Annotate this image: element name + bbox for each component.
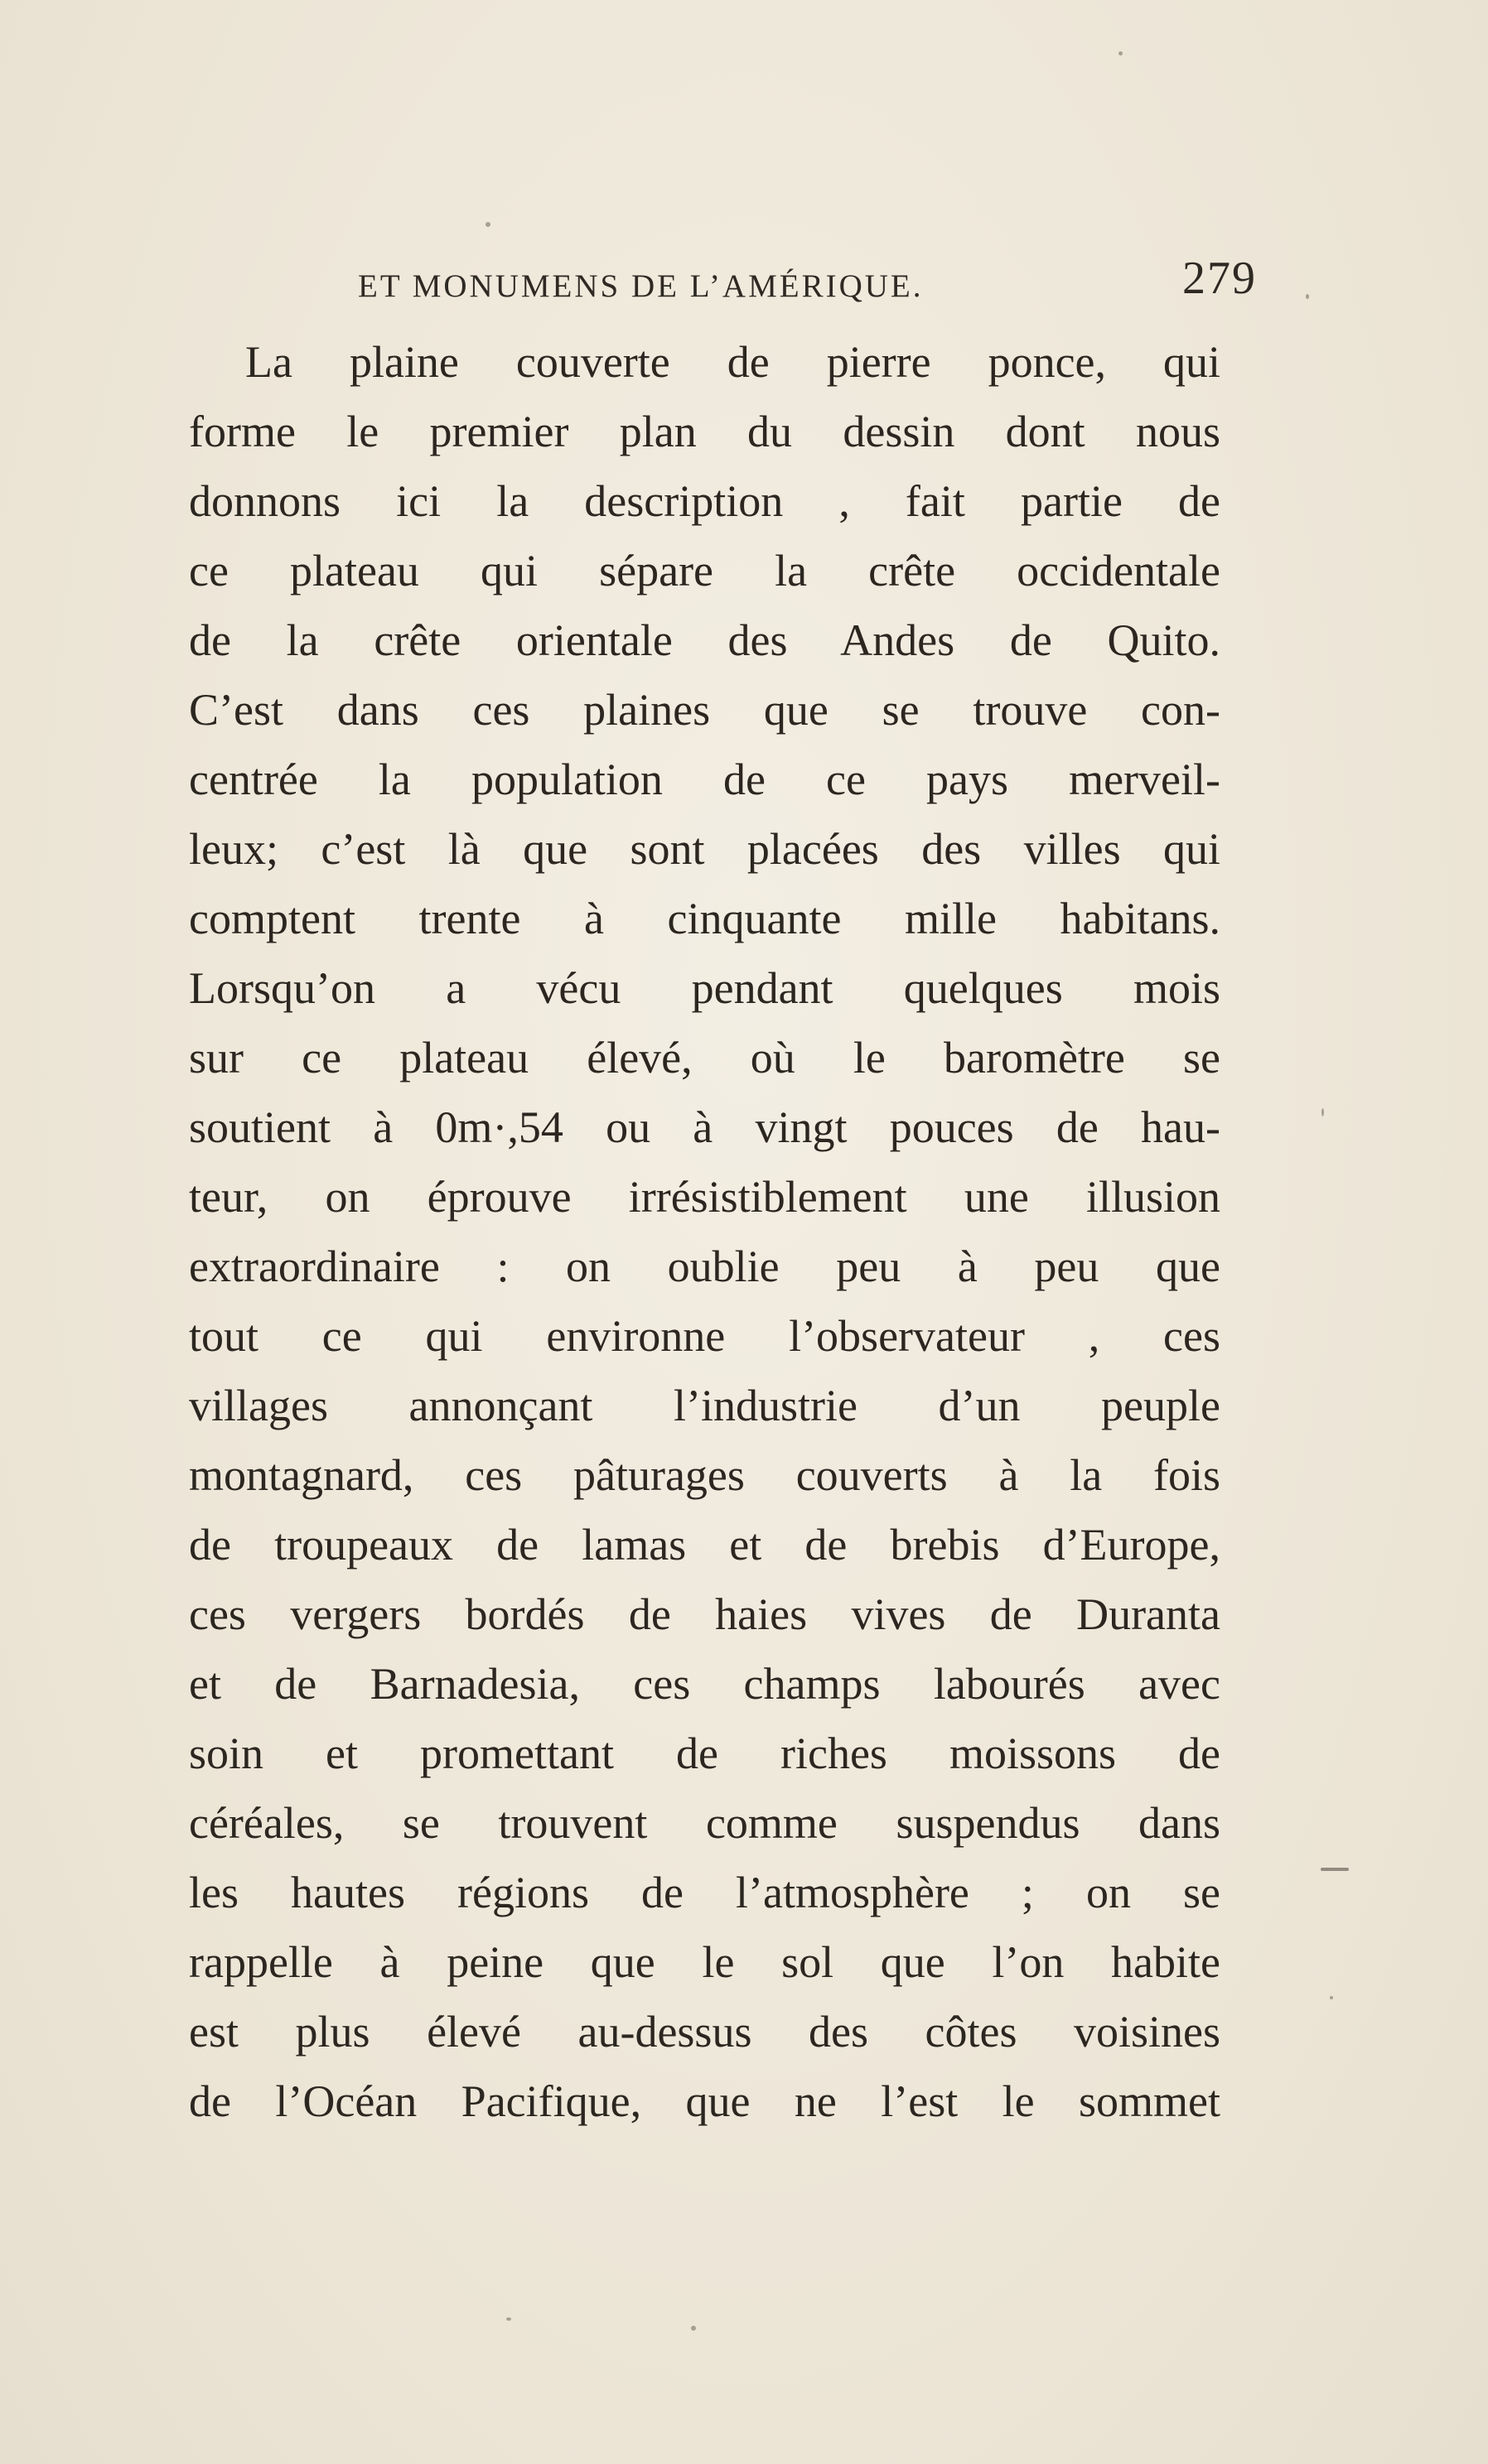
paper-speck (1330, 1996, 1333, 1999)
text-line: et de Barnadesia, ces champs labourés avec (189, 1659, 1220, 1709)
running-head (358, 255, 1257, 305)
text-line: extraordinaire : on oublie peu à peu que (189, 1242, 1220, 1291)
text-line: céréales, se trouvent comme suspendus dans (189, 1798, 1220, 1848)
text-line: tout ce qui environne l’observateur , ces (189, 1311, 1220, 1361)
text-line: forme le premier plan du dessin dont nous (189, 407, 1220, 456)
text-line: soin et promettant de riches moissons de (189, 1729, 1220, 1778)
text-line: sur ce plateau élevé, où le baromètre se (189, 1033, 1220, 1083)
paper-speck (506, 2317, 511, 2321)
text-line: Lorsqu’on a vécu pendant quelques mois (189, 963, 1220, 1013)
text-line: rappelle à peine que le sol que l’on habite (189, 1937, 1220, 1987)
text-line: montagnard, ces pâturages couverts à la fois (189, 1450, 1220, 1500)
text-line: de la crête orientale des Andes de Quito. (189, 615, 1220, 665)
text-line: de l’Océan Pacifique, que ne l’est le sommet (189, 2076, 1220, 2126)
text-line: soutient à 0m·,54 ou à vingt pouces de hau- (189, 1102, 1220, 1152)
running-title: ET MONUMENS DE L’AMÉRIQUE. (358, 268, 924, 304)
text-line: villages annonçant l’industrie d’un peuple (189, 1381, 1220, 1430)
text-line: donnons ici la description , fait partie de (189, 476, 1220, 526)
paper-speck (486, 222, 490, 227)
text-line: ces vergers bordés de haies vives de Duranta (189, 1589, 1220, 1639)
text-line: C’est dans ces plaines que se trouve con- (189, 685, 1220, 735)
paper-speck (1321, 1108, 1324, 1116)
page-number: 279 (1182, 253, 1257, 304)
paper-speck (691, 2326, 696, 2331)
text-line: teur, on éprouve irrésistiblement une illusion (189, 1172, 1220, 1222)
text-line: ce plateau qui sépare la crête occidentale (189, 546, 1220, 596)
text-line: comptent trente à cinquante mille habitans. (189, 894, 1220, 943)
paper-speck (1118, 51, 1123, 55)
text-line: leux; c’est là que sont placées des villes qui (189, 824, 1220, 874)
paper-speck (1306, 294, 1309, 299)
text-line: centrée la population de ce pays merveil- (189, 755, 1220, 804)
text-line: de troupeaux de lamas et de brebis d’Europe, (189, 1520, 1220, 1570)
paper-speck (1321, 1868, 1349, 1871)
text-line: est plus élevé au-dessus des côtes voisines (189, 2007, 1220, 2057)
body-text (189, 327, 1220, 2136)
text-line: La plaine couverte de pierre ponce, qui (245, 337, 1220, 387)
text-line: les hautes régions de l’atmosphère ; on se (189, 1868, 1220, 1917)
